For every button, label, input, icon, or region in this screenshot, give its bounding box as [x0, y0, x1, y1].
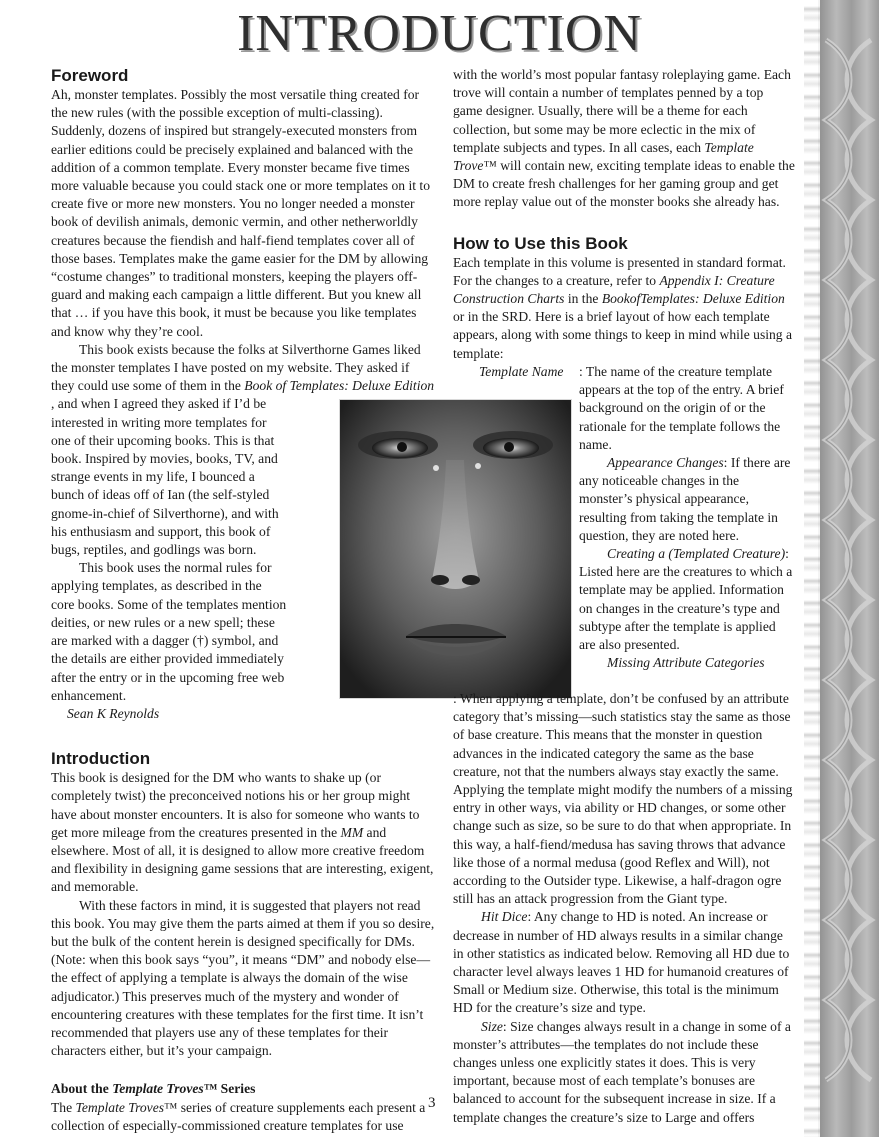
introduction-paragraph-1: This book is designed for the DM who wants to shake up (or completely twist) the preconceived notions his or her group might have about monster encounters. It is also for someone who wants to get more mileage from the creatures presented in the MM and elsewhere. Most of all, it is designed to allow more creative freedom and flexibility in designing game sessions that are interesting, exigent, and memorable.: [51, 770, 434, 895]
series-paragraph-1: The Template Troves™ series of creature supplements each present a collection of especially-commissioned creature templates for use: [51, 1099, 426, 1133]
missing-attribute-text: : When applying a template, don’t be confused by an attribute category that’s missing—such statistics stay the same as those of base creature. This means that the monster in question advances in the indicated category the same as the base creature, not that the numbers always stay exactly the same. Applying the template might modify the numbers of a missing entry in other ways, via ability or HD changes, or some other change such as size, so be sure to do that when appropriate. In this way, a half-fiend/medusa has saving throws that advance like those of a normal medusa (good Reflex and Will), not according to the Outsider type. Likewise, a half-dragon ogre still has an attack progression from the Giant type.: [453, 691, 793, 907]
missing-attribute-entry: Missing Attribute Categories: [607, 655, 765, 671]
introduction-heading: Introduction: [51, 749, 151, 769]
hit-dice-entry: Hit Dice: Any change to HD is noted. An increase or decrease in number of HD always results in a similar change in other statistics as indicated below. Removing all HD due to character level always leaves 1 HD for humanoid creatures of Small or Medium size. Otherwise, this total is the minimum HD for the creature’s size and type.: [453, 909, 790, 1016]
right-column: [453, 66, 795, 673]
foreword-paragraph-1: Ah, monster templates. Possibly the most versatile thing created for the new rules (with the possible exception of multi-classing). Suddenly, dozens of inspired but strangely-executed monsters from earlier editions could be precisely explained and balanced with the addition of a common template. Every monster became five times more valuable because you could stack one or more templates on it to create five or more new monsters. You no longer needed a monster book of devilish animals, demonic vermin, and other netherworldly creatures because the fiendish and half-fiend templates cover all of those bases. Templates make the game easier for the DM by allowing “costume changes” to traditional monsters, keeping the players off-guard and making each campaign a little different. But you knew all that … if you have this book, it must be because you like templates and know why they’re cool.: [51, 87, 430, 339]
right-column-lower: [453, 690, 795, 1127]
entries-beside-image: [579, 363, 795, 672]
foreword-paragraph-3: This book uses the normal rules for applying templates, as described in the core books. Some of the templates mention deities, or new rules or a new spell; these are marked with a dagger (†) symbol, and the details are either provided immediately after the entry or in the upcoming free web enhancement.: [51, 560, 287, 703]
template-name-entry: Template Name: [479, 363, 564, 379]
foreword-signature: Sean K Reynolds: [67, 705, 160, 721]
series-heading: About the Template Troves™ Series: [51, 1081, 256, 1097]
page-title: INTRODUCTION: [237, 5, 642, 62]
size-entry: Size: Size changes always result in a change in some of a monster’s attributes—the templates do not include these changes unless one explicitly states it does. This is very important, because most of each template’s bonuses are balanced to account for the subsequent increase in size. If a template changes the creature’s size to Large and offers: [453, 1018, 791, 1125]
how-to-use-paragraph-1: Each template in this volume is presented in standard format. For the changes to a creature, refer to Appendix I: Creature Construction Charts in the BookofTemplates: Deluxe Edition or in the SRD. Here is a brief layout of how each template appears, along with some things to keep in mind while using a template:: [453, 254, 793, 361]
creating-templated-creature-entry: Creating a (Templated Creature): Listed here are the creatures to which a template may be applied. Information on changes in the creature’s type and subtype after the template is applied are also presented.: [579, 546, 793, 653]
appearance-changes-entry: Appearance Changes: If there are any noticeable changes in the monster’s physical appearance, resulting from taking the template in question, they are noted here.: [579, 455, 791, 543]
celtic-knot-pattern: [818, 0, 879, 1137]
series-paragraph-1-continued: with the world’s most popular fantasy roleplaying game. Each trove will contain a number of templates penned by a top game designer. Usually, there will be a theme for each collection, but some may be more eclectic in the mix of template subjects and types. In all cases, each Template Trove™ will contain new, exciting template ideas to enable the DM to create fresh challenges for her gaming group and get more replay value out of the monster books she already has.: [453, 67, 795, 210]
foreword-heading: Foreword: [51, 66, 129, 85]
introduction-paragraph-2: With these factors in mind, it is suggested that players not read this book. You may give them the parts aimed at them if you so desire, but the bulk of the content herein is designed specifically for DMs. (Note: when this book says “you”, it means “DM” and nobody else—the effect of applying a template is always the domain of the wise adjudicator.) This preserves much of the mystery and wonder of encountering creatures with these templates for the first time. It isn’t recommended that players use any of these templates for their characters either, but it’s your campaign.: [51, 897, 435, 1059]
template-name-text: : The name of the creature template appears at the top of the entry. A brief background on the origin of or the rationale for the template follows the name.: [579, 364, 784, 452]
page-number: 3: [428, 1095, 436, 1111]
foreword-paragraph-2: This book exists because the folks at Silverthorne Games liked the monster templates I have posted on my website. They asked if they could use some of them in the Book of Templates: Deluxe Edition , and when I agreed they asked if I’d be interested in writing more templates for one of their upcoming books. This is that book. Inspired by movies, books, TV, and strange events in my life, I bounced a bunch of ideas off of Ian (the self-styled gnome-in-chief of Silverthorne), and with his enthusiasm and support, this book of bugs, reptiles, and godlings was born.: [51, 341, 435, 559]
foreword-paragraph-2-narrow: , and when I agreed they asked if I’d be interested in writing more templates for one of their upcoming books. This is that book. Inspired by movies, books, TV, and strange events in my life, I bounced a bunch of ideas off of Ian (the self-styled gnome-in-chief of Silverthorne), and with his enthusiasm and support, this book of bugs, reptiles, and godlings was born.: [51, 396, 279, 558]
decorative-border: [818, 0, 879, 1137]
how-to-use-heading: How to Use this Book: [453, 233, 628, 253]
